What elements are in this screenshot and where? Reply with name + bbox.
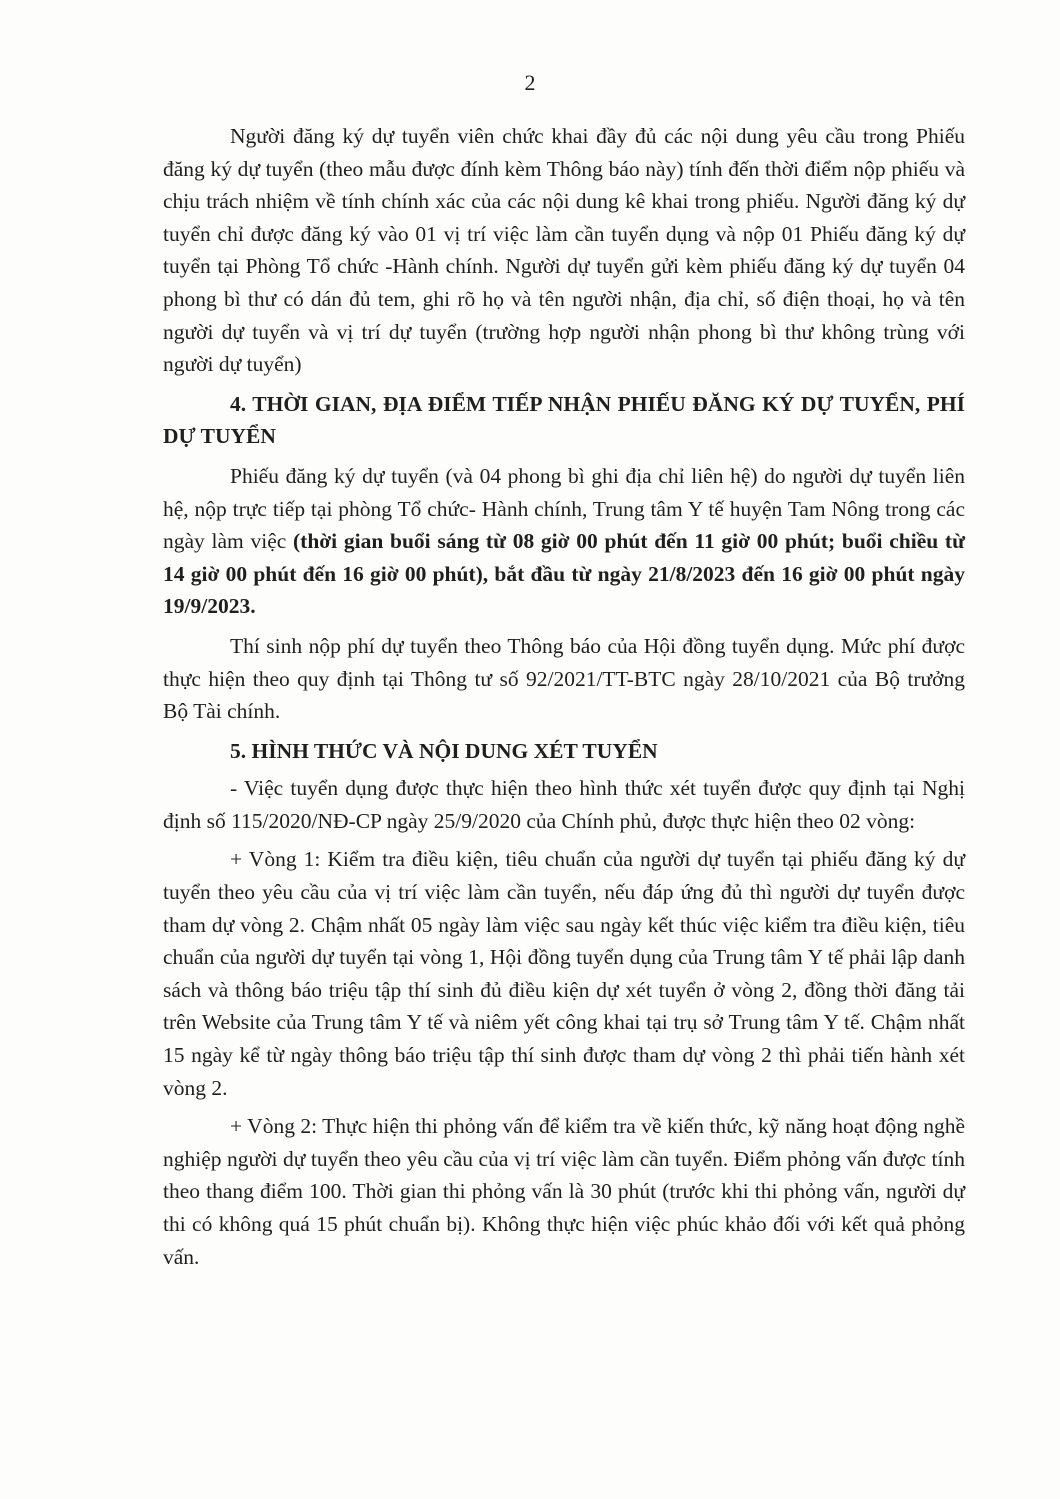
paragraph-registration-form: Người đăng ký dự tuyển viên chức khai đầy đủ các nội dung yêu cầu trong Phiếu đăng ký dự tuyển (theo mẫu được đính kèm Thông báo này) tính đến thời điểm nộp phiếu và chịu trách nhiệm về tính chính xác của các nội dung kê khai trong phiếu. Người đăng ký dự tuyển chỉ được đăng ký vào 01 vị trí việc làm cần tuyển dụng và nộp 01 Phiếu đăng ký dự tuyển tại Phòng Tổ chức -Hành chính. Người dự tuyển gửi kèm phiếu đăng ký dự tuyển 04 phong bì thư có dán đủ tem, ghi rõ họ và tên người nhận, địa chỉ, số điện thoại, họ và tên người dự tuyển và vị trí dự tuyển (trường hợp người nhận phong bì thư không trùng với người dự tuyển)	[163, 124, 965, 377]
section-heading-5: 5. HÌNH THỨC VÀ NỘI DUNG XÉT TUYỂN	[230, 738, 658, 763]
paragraph-round-2: + Vòng 2: Thực hiện thi phỏng vấn để kiểm tra về kiến thức, kỹ năng hoạt động nghề nghiệp người dự tuyển theo yêu cầu của vị trí việc làm cần tuyển. Điểm phỏng vấn được tính theo thang điểm 100. Thời gian thi phỏng vấn là 30 phút (trước khi thi phỏng vấn, người dự thi có không quá 15 phút chuẩn bị). Không thực hiện việc phúc khảo đối với kết quả phỏng vấn.	[163, 1114, 965, 1269]
paragraph-round-1: + Vòng 1: Kiểm tra điều kiện, tiêu chuẩn của người dự tuyển tại phiếu đăng ký dự tuyển theo yêu cầu của vị trí việc làm cần tuyển, nếu đáp ứng đủ thì người dự tuyển được tham dự vòng 2. Chậm nhất 05 ngày làm việc sau ngày kết thúc việc kiểm tra điều kiện, tiêu chuẩn của người dự tuyển tại vòng 1, Hội đồng tuyển dụng của Trung tâm Y tế phải lập danh sách và thông báo triệu tập thí sinh đủ điều kiện dự xét tuyển ở vòng 2, đồng thời đăng tải trên Website của Trung tâm Y tế và niêm yết công khai tại trụ sở Trung tâm Y tế. Chậm nhất 15 ngày kể từ ngày thông báo triệu tập thí sinh được tham dự vòng 2 thì phải tiến hành xét vòng 2.	[163, 847, 965, 1100]
document-body	[163, 120, 965, 1273]
paragraph-recruitment-method: - Việc tuyển dụng được thực hiện theo hình thức xét tuyển được quy định tại Nghị định số 115/2020/NĐ-CP ngày 25/9/2020 của Chính phủ, được thực hiện theo 02 vòng:	[163, 776, 965, 833]
section-heading-4: 4. THỜI GIAN, ĐỊA ĐIỂM TIẾP NHẬN PHIẾU ĐĂNG KÝ DỰ TUYỂN, PHÍ DỰ TUYỂN	[163, 391, 965, 449]
submission-time-bold: (thời gian buổi sáng từ 08 giờ 00 phút đến 11 giờ 00 phút; buổi chiều từ 14 giờ 00 phút đến 16 giờ 00 phút), bắt đầu từ ngày 21/8/2023 đến 16 giờ 00 phút ngày 19/9/2023.	[163, 529, 965, 619]
paragraph-fee: Thí sinh nộp phí dự tuyển theo Thông báo của Hội đồng tuyển dụng. Mức phí được thực hiện theo quy định tại Thông tư số 92/2021/TT-BTC ngày 28/10/2021 của Bộ trưởng Bộ Tài chính.	[163, 633, 965, 724]
submission-text: Phiếu đăng ký dự tuyển (và 04 phong bì ghi địa chỉ liên hệ) do người dự tuyển liên hệ, nộp trực tiếp tại phòng Tổ chức- Hành chính, Trung tâm Y tế huyện Tam Nông trong các ngày làm việc	[163, 463, 965, 554]
page-number: 2	[524, 70, 536, 95]
paragraph-submission-time	[163, 460, 965, 623]
